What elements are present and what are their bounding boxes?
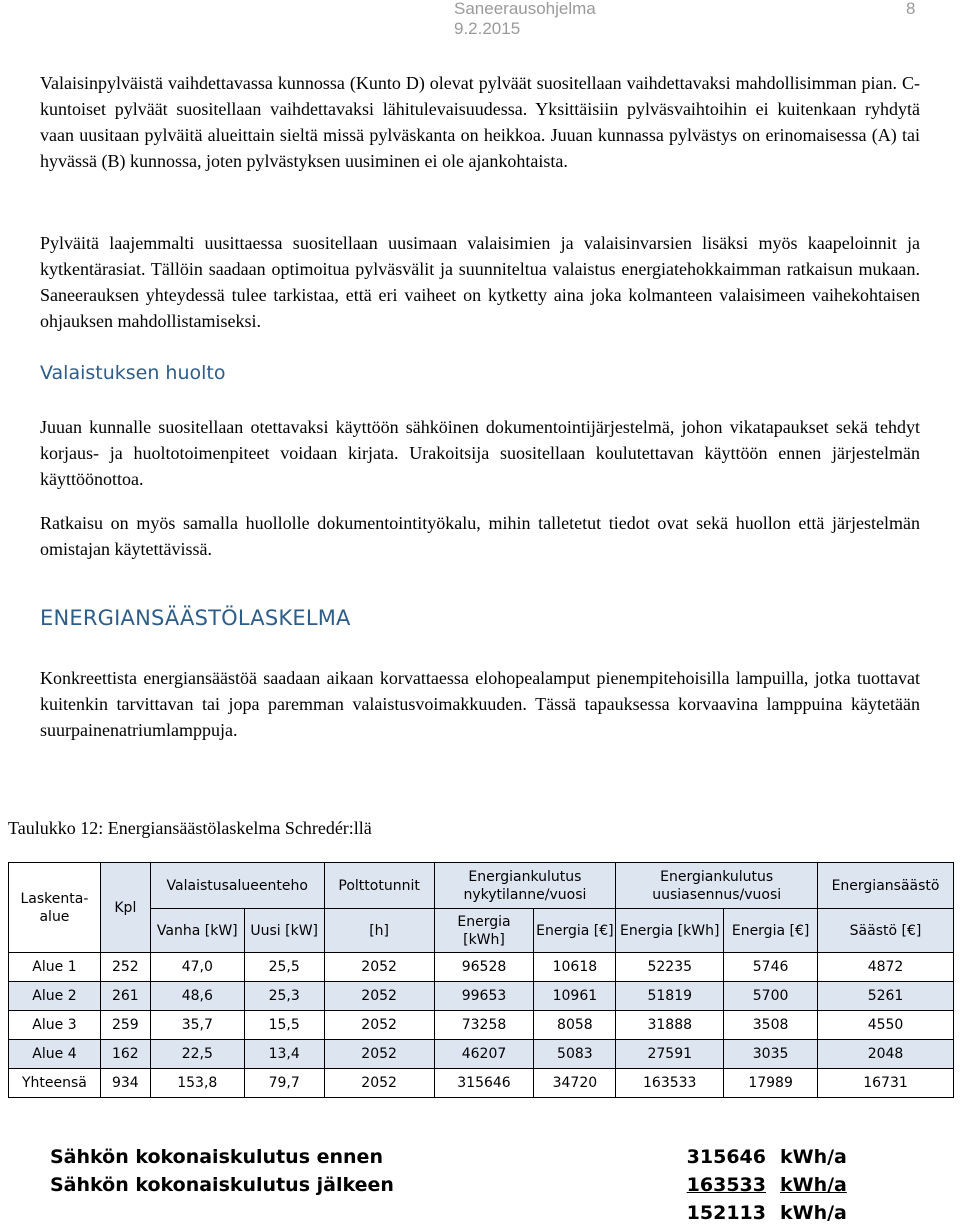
header-hours-group-label: Polttotunnit <box>338 877 420 894</box>
header-power-group-label: Valaistusalueenteho <box>166 877 308 894</box>
header-saving-group <box>818 863 954 909</box>
cell-kpl: 252 <box>100 953 150 982</box>
cell-renewal-kwh: 52235 <box>616 953 724 982</box>
cell-new-kw: 25,3 <box>244 982 324 1011</box>
header-hours-unit-label: [h] <box>369 922 390 939</box>
header-hours-group <box>324 863 434 909</box>
cell-new-kw: 15,5 <box>244 1011 324 1040</box>
table-row <box>9 982 954 1011</box>
table-subheader-row <box>9 909 954 953</box>
page-header <box>0 0 960 44</box>
summary-difference-value: 152113 <box>686 1202 766 1224</box>
header-kpl <box>100 863 150 953</box>
paragraph-pole-replacement: Valaisinpylväistä vaihdettavassa kunnossa (Kunto D) olevat pylväät suositellaan vaihdettavaksi mahdollisimman pian. C-kuntoiset pylväät suositellaan vaihdettavaksi lähitulevaisuudessa. Yksittäisiin pylväsvaihtoihin ei kuitenkaan ryhdytä vaan uusitaan pylväitä alueittain sieltä missä pylväskanta on heikkoa. Juuan kunnassa pylvästys on erinomaisessa (A) tai hyvässä (B) kunnossa, joten pylvästyksen uusiminen ei ole ajankohtaista. <box>40 73 920 171</box>
cell-old-kw: 35,7 <box>150 1011 244 1040</box>
cell-total-current-kwh: 315646 <box>434 1069 534 1098</box>
summary-row-before <box>50 1146 847 1174</box>
cell-current-kwh: 99653 <box>434 982 534 1011</box>
summary-after-value: 163533 <box>686 1174 766 1196</box>
cell-hours: 2052 <box>324 1040 434 1069</box>
header-renewal-kwh <box>616 909 724 953</box>
cell-old-kw: 47,0 <box>150 953 244 982</box>
summary-difference-unit: kWh/a <box>780 1202 847 1224</box>
header-current-group <box>434 863 616 909</box>
heading-maintenance: Valaistuksen huolto <box>40 362 226 384</box>
summary-before-value: 315646 <box>686 1146 766 1168</box>
header-current-eur <box>534 909 616 953</box>
energy-saving-table <box>8 862 954 1098</box>
cell-hours: 2052 <box>324 1011 434 1040</box>
cell-current-eur: 5083 <box>534 1040 616 1069</box>
cell-total-current-eur: 34720 <box>534 1069 616 1098</box>
table-row <box>9 1011 954 1040</box>
cell-current-kwh: 96528 <box>434 953 534 982</box>
header-renewal-kwh-label: Energia [kWh] <box>620 922 720 939</box>
header-old-kw <box>150 909 244 953</box>
cell-renewal-kwh: 31888 <box>616 1011 724 1040</box>
cell-current-eur: 10618 <box>534 953 616 982</box>
document-date: 9.2.2015 <box>454 19 521 38</box>
header-current-kwh-label: Energia [kWh] <box>457 913 511 948</box>
header-renewal-group-label: Energiankulutus uusiasennus/vuosi <box>652 868 782 903</box>
cell-current-eur: 8058 <box>534 1011 616 1040</box>
header-power-group <box>150 863 324 909</box>
cell-total-new-kw: 79,7 <box>244 1069 324 1098</box>
cell-area: Alue 2 <box>9 982 101 1011</box>
cell-renewal-eur: 5746 <box>724 953 818 982</box>
header-saving-eur-label: Säästö [€] <box>849 922 922 939</box>
cell-current-kwh: 73258 <box>434 1011 534 1040</box>
cell-saving: 4550 <box>818 1011 954 1040</box>
cell-saving: 5261 <box>818 982 954 1011</box>
cell-total-renewal-kwh: 163533 <box>616 1069 724 1098</box>
cell-new-kw: 13,4 <box>244 1040 324 1069</box>
header-current-kwh <box>434 909 534 953</box>
cell-saving: 4872 <box>818 953 954 982</box>
cell-area: Alue 4 <box>9 1040 101 1069</box>
header-renewal-group <box>616 863 818 909</box>
heading-energy-calculation: ENERGIANSÄÄSTÖLASKELMA <box>40 606 351 630</box>
cell-current-eur: 10961 <box>534 982 616 1011</box>
table-row <box>9 953 954 982</box>
cell-total-area: Yhteensä <box>9 1069 101 1098</box>
header-current-eur-label: Energia [€] <box>536 922 614 939</box>
cell-total-renewal-eur: 17989 <box>724 1069 818 1098</box>
cell-total-kpl: 934 <box>100 1069 150 1098</box>
summary-before-unit: kWh/a <box>780 1146 847 1168</box>
paragraph-energy-saving: Konkreettista energiansäästöä saadaan aikaan korvattaessa elohopealamput pienempitehoisilla lampuilla, jotka tuottavat kuitenkin tarvittavan tai jopa paremman valaistusvoimakkuuden. Tässä tapauksessa korvaavina lamppuina käytetään suurpainenatriumlamppuja. <box>40 668 920 740</box>
header-hours-unit <box>324 909 434 953</box>
cell-kpl: 162 <box>100 1040 150 1069</box>
cell-area: Alue 1 <box>9 953 101 982</box>
table-caption: Taulukko 12: Energiansäästölaskelma Schredér:llä <box>8 818 372 838</box>
cell-old-kw: 22,5 <box>150 1040 244 1069</box>
header-current-group-label: Energiankulutus nykytilanne/vuosi <box>463 868 587 903</box>
summary-row-difference <box>50 1202 847 1230</box>
paragraph-documentation-tool: Ratkaisu on myös samalla huollolle dokumentointityökalu, mihin talletetut tiedot ovat sekä huollon että järjestelmän omistajan käytettävissä. <box>40 513 920 559</box>
header-old-kw-label: Vanha [kW] <box>156 922 238 939</box>
document-title: Saneerausohjelma <box>454 0 596 18</box>
cell-new-kw: 25,5 <box>244 953 324 982</box>
cell-renewal-kwh: 51819 <box>616 982 724 1011</box>
header-kpl-label: Kpl <box>114 899 137 916</box>
cell-area: Alue 3 <box>9 1011 101 1040</box>
cell-renewal-kwh: 27591 <box>616 1040 724 1069</box>
cell-saving: 2048 <box>818 1040 954 1069</box>
cell-kpl: 261 <box>100 982 150 1011</box>
cell-renewal-eur: 3035 <box>724 1040 818 1069</box>
header-area <box>9 863 101 953</box>
table-row <box>9 1040 954 1069</box>
cell-old-kw: 48,6 <box>150 982 244 1011</box>
table-total-row <box>9 1069 954 1098</box>
table-header-row <box>9 863 954 909</box>
header-saving-group-label: Energiansäästö <box>831 877 940 894</box>
paragraph-documentation-system: Juuan kunnalle suositellaan otettavaksi käyttöön sähköinen dokumentointijärjestelmä, johon vikatapaukset sekä tehdyt korjaus- ja huoltotoimenpiteet voidaan kirjata. Urakoitsija suositellaan koulutettavan käyttöön ennen järjestelmän käyttöönottoa. <box>40 417 920 489</box>
energy-summary <box>50 1146 847 1230</box>
cell-renewal-eur: 3508 <box>724 1011 818 1040</box>
cell-renewal-eur: 5700 <box>724 982 818 1011</box>
header-renewal-eur <box>724 909 818 953</box>
paragraph-cabling: Pylväitä laajemmalti uusittaessa suositellaan uusimaan valaisimien ja valaisinvarsien lisäksi myös kaapeloinnit ja kytkentärasiat. Tällöin saadaan optimoitua pylväsvälit ja suunniteltua valaistus energiatehokkaimman ratkaisun mukaan. Saneerauksen yhteydessä tulee tarkistaa, että eri vaiheet on kytketty aina joka kolmanteen valaisimeen vaihekohtaisen ohjauksen mahdollistamiseksi. <box>40 233 920 331</box>
header-saving-eur <box>818 909 954 953</box>
summary-after-label: Sähkön kokonaiskulutus jälkeen <box>50 1174 394 1196</box>
cell-total-hours: 2052 <box>324 1069 434 1098</box>
header-new-kw <box>244 909 324 953</box>
summary-before-label: Sähkön kokonaiskulutus ennen <box>50 1146 383 1168</box>
summary-row-after <box>50 1174 847 1202</box>
cell-hours: 2052 <box>324 982 434 1011</box>
header-area-label: Laskenta-alue <box>20 890 89 925</box>
page-number: 8 <box>906 0 916 18</box>
summary-after-unit: kWh/a <box>780 1174 847 1196</box>
cell-hours: 2052 <box>324 953 434 982</box>
cell-total-saving: 16731 <box>818 1069 954 1098</box>
cell-total-old-kw: 153,8 <box>150 1069 244 1098</box>
cell-kpl: 259 <box>100 1011 150 1040</box>
header-renewal-eur-label: Energia [€] <box>731 922 810 939</box>
cell-current-kwh: 46207 <box>434 1040 534 1069</box>
header-new-kw-label: Uusi [kW] <box>250 922 319 939</box>
